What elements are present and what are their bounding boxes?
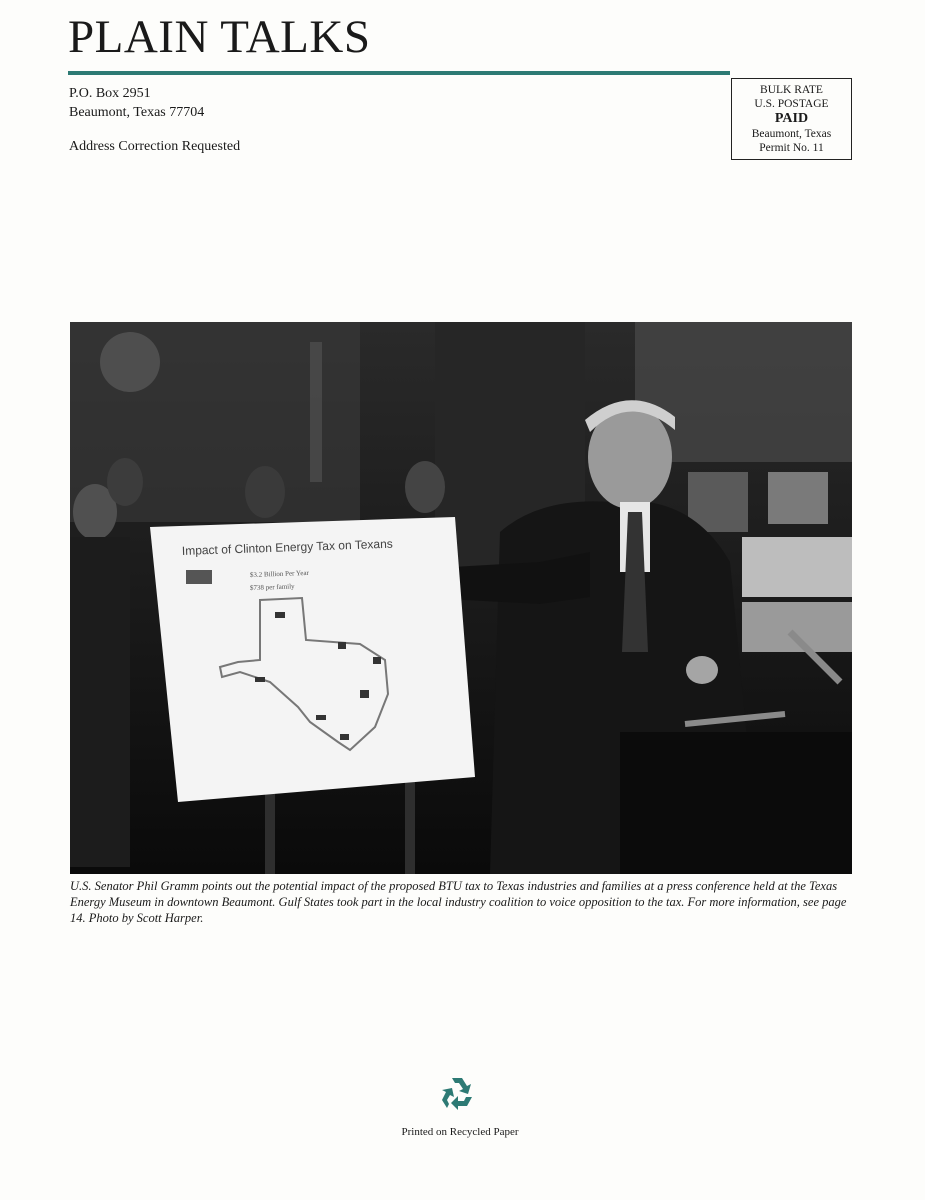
photo-illustration (70, 322, 852, 874)
footer-recycled-note: Printed on Recycled Paper (401, 1126, 519, 1138)
address-correction-note: Address Correction Requested (69, 139, 241, 154)
masthead-rule (68, 71, 730, 75)
postage-permit: Permit No. 11 (759, 142, 824, 154)
poster-title: Impact of Clinton Energy Tax on Texans (181, 536, 393, 558)
postage-indicia (731, 78, 852, 160)
postage-paid: PAID (774, 111, 809, 126)
postage-us-postage: U.S. POSTAGE (754, 98, 829, 110)
return-address (69, 84, 204, 122)
poster-line-2: $738 per family (249, 582, 295, 592)
address-line-po-box: P.O. Box 2951 (69, 86, 151, 101)
address-line-city: Beaumont, Texas 77704 (69, 105, 205, 120)
recycle-icon (438, 1075, 476, 1113)
poster-line-1: $3.2 Billion Per Year (249, 568, 309, 579)
postage-bulk-rate: BULK RATE (760, 84, 823, 96)
postage-city: Beaumont, Texas (751, 128, 832, 140)
press-conference-photo (70, 322, 852, 874)
photo-caption: U.S. Senator Phil Gramm points out the potential impact of the proposed BTU tax to Texas industries and families at a press conference held at the Texas Energy Museum in downtown Beaumont. Gulf States took part in the local industry coalition to voice opposition to the tax. For more information, see page 14. Photo by Scott Harper. (70, 879, 847, 925)
masthead-title: PLAIN TALKS (68, 11, 371, 63)
